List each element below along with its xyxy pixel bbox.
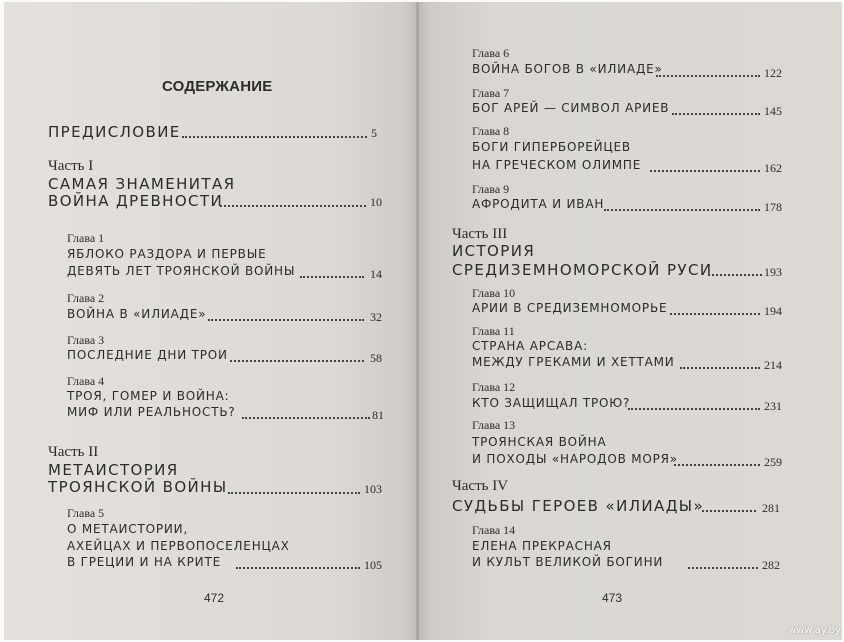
chapter-14-page: 282 <box>762 558 780 572</box>
part-4-page: 281 <box>762 501 780 515</box>
part-1-title-line1: САМАЯ ЗНАМЕНИТАЯ <box>48 175 236 193</box>
chapter-10-title: АРИИ В СРЕДИЗЕМНОМОРЬЕ <box>472 301 668 315</box>
chapter-11-page: 214 <box>764 358 782 372</box>
chapter-11-label: Глава 11 <box>472 324 515 338</box>
part-2-title-line1: МЕТАИСТОРИЯ <box>48 461 179 479</box>
leader-dots <box>236 567 360 569</box>
chapter-11-title-line1: СТРАНА АРСАВА: <box>472 339 588 353</box>
leader-dots <box>228 492 360 494</box>
part-3-title-line1: ИСТОРИЯ <box>452 242 536 260</box>
part-2-label: Часть II <box>48 444 99 460</box>
book-spread <box>4 2 842 640</box>
chapter-9-label: Глава 9 <box>472 182 510 196</box>
leader-dots <box>182 136 367 138</box>
chapter-2-title: ВОЙНА В «ИЛИАДЕ» <box>67 307 207 321</box>
chapter-13-title-line1: ТРОЯНСКАЯ ВОЙНА <box>472 435 607 449</box>
chapter-3-title: ПОСЛЕДНИЕ ДНИ ТРОИ <box>67 348 228 362</box>
chapter-11-title-line2: МЕЖДУ ГРЕКАМИ И ХЕТТАМИ <box>472 355 675 369</box>
leader-dots <box>702 510 756 512</box>
chapter-7-title: БОГ АРЕЙ — СИМВОЛ АРИЕВ <box>472 101 670 115</box>
chapter-1-page: 14 <box>370 267 382 281</box>
chapter-14-title-line2: И КУЛЬТ ВЕЛИКОЙ БОГИНИ <box>472 555 664 569</box>
chapter-1-title-line1: ЯБЛОКО РАЗДОРА И ПЕРВЫЕ <box>67 247 267 261</box>
chapter-3-page: 58 <box>370 351 382 365</box>
chapter-5-title-line2: АХЕЙЦАХ И ПЕРВОПОСЕЛЕНЦАХ <box>67 539 290 553</box>
leader-dots <box>604 209 760 211</box>
chapter-6-label: Глава 6 <box>472 46 510 60</box>
chapter-14-label: Глава 14 <box>472 523 516 537</box>
chapter-13-title-line2: И ПОХОДЫ «НАРОДОВ МОРЯ» <box>472 452 678 466</box>
chapter-12-page: 231 <box>764 399 782 413</box>
part-1-page: 10 <box>370 195 382 209</box>
chapter-5-title-line1: О МЕТАИСТОРИИ, <box>67 522 189 536</box>
chapter-9-page: 178 <box>764 200 782 214</box>
leader-dots <box>242 417 370 419</box>
chapter-1-label: Глава 1 <box>67 231 105 245</box>
part-3-title-line2: СРЕДИЗЕМНОМОРСКОЙ РУСИ <box>452 261 713 279</box>
leader-dots <box>688 567 758 569</box>
preface-title: ПРЕДИСЛОВИЕ <box>48 123 181 141</box>
chapter-13-label: Глава 13 <box>472 418 516 432</box>
chapter-8-title-line2: НА ГРЕЧЕСКОМ ОЛИМПЕ <box>472 158 642 172</box>
leader-dots <box>674 464 760 466</box>
part-1-title-line2: ВОЙНА ДРЕВНОСТИ <box>48 192 224 210</box>
chapter-7-label: Глава 7 <box>472 86 510 100</box>
leader-dots <box>208 319 364 321</box>
chapter-4-label: Глава 4 <box>67 374 105 388</box>
right-page-number: 473 <box>602 591 623 605</box>
chapter-7-page: 145 <box>764 104 782 118</box>
leader-dots <box>650 170 760 172</box>
right-page <box>418 2 842 640</box>
chapter-1-title-line2: ДЕВЯТЬ ЛЕТ ТРОЯНСКОЙ ВОЙНЫ <box>67 264 296 278</box>
chapter-4-page: 81 <box>372 408 384 422</box>
leader-dots <box>230 360 364 362</box>
book-gutter <box>416 2 419 640</box>
chapter-13-page: 259 <box>764 455 782 469</box>
chapter-9-title: АФРОДИТА И ИВАН <box>472 197 605 211</box>
leader-dots <box>670 313 760 315</box>
chapter-5-title-line3: В ГРЕЦИИ И НА КРИТЕ <box>67 555 221 569</box>
leader-dots <box>656 75 760 77</box>
watermark-text: www.ay.by <box>788 625 841 636</box>
leader-dots <box>708 274 762 276</box>
chapter-5-page: 105 <box>364 558 382 572</box>
part-1-label: Часть I <box>48 158 94 174</box>
chapter-3-label: Глава 3 <box>67 333 105 347</box>
chapter-12-label: Глава 12 <box>472 380 516 394</box>
chapter-12-title: КТО ЗАЩИЩАЛ ТРОЮ? <box>472 396 631 410</box>
chapter-4-title-line1: ТРОЯ, ГОМЕР И ВОЙНА: <box>67 389 230 403</box>
chapter-10-page: 194 <box>764 304 782 318</box>
chapter-4-title-line2: МИФ ИЛИ РЕАЛЬНОСТЬ? <box>67 405 236 419</box>
left-page-number: 472 <box>204 591 225 605</box>
chapter-5-label: Глава 5 <box>67 506 105 520</box>
part-3-page: 193 <box>764 265 782 279</box>
chapter-6-page: 122 <box>764 66 782 80</box>
leader-dots <box>300 276 364 278</box>
chapter-2-label: Глава 2 <box>67 291 105 305</box>
contents-heading: СОДЕРЖАНИЕ <box>162 78 273 95</box>
chapter-10-label: Глава 10 <box>472 286 516 300</box>
chapter-8-title-line1: БОГИ ГИПЕРБОРЕЙЦЕВ <box>472 140 631 154</box>
chapter-14-title-line1: ЕЛЕНА ПРЕКРАСНАЯ <box>472 539 612 553</box>
chapter-6-title: ВОЙНА БОГОВ В «ИЛИАДЕ» <box>472 62 663 76</box>
chapter-8-label: Глава 8 <box>472 124 510 138</box>
part-2-title-line2: ТРОЯНСКОЙ ВОЙНЫ <box>48 478 228 496</box>
chapter-8-page: 162 <box>764 161 782 175</box>
leader-dots <box>672 113 760 115</box>
part-3-label: Часть III <box>452 226 508 242</box>
leader-dots <box>220 205 366 207</box>
part-4-label: Часть IV <box>452 478 509 494</box>
part-2-page: 103 <box>364 482 382 496</box>
part-4-title: СУДЬБЫ ГЕРОЕВ «ИЛИАДЫ» <box>452 497 705 515</box>
left-page <box>4 2 418 640</box>
leader-dots <box>628 408 760 410</box>
leader-dots <box>680 367 760 369</box>
chapter-2-page: 32 <box>370 310 382 324</box>
preface-page: 5 <box>371 126 377 140</box>
